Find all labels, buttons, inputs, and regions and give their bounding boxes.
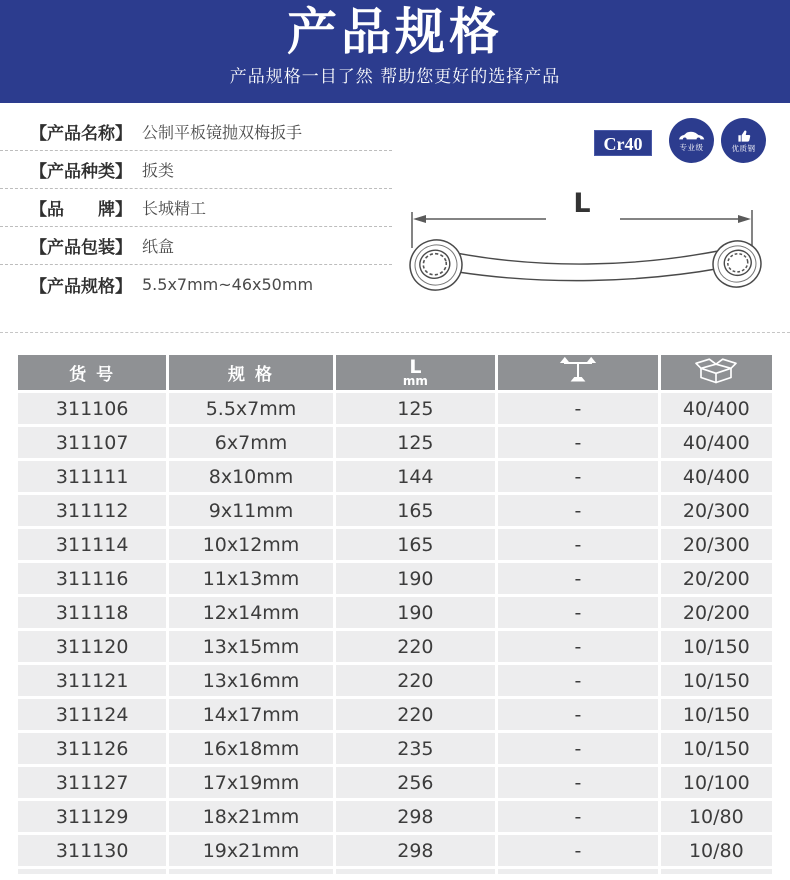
table-cell: 311111 [18, 461, 166, 492]
car-icon [677, 130, 707, 143]
table-cell: - [498, 835, 658, 866]
table-row [18, 461, 772, 492]
table-row [18, 801, 772, 832]
page-title: 产品规格 [287, 3, 503, 61]
thumbs-up-icon [736, 128, 752, 144]
badges [594, 118, 766, 163]
table-cell: 10/80 [661, 835, 772, 866]
info-row-product-name [0, 113, 392, 151]
table-cell: - [498, 665, 658, 696]
table-cell: 311118 [18, 597, 166, 628]
table-cell: - [498, 529, 658, 560]
info-row-brand [0, 189, 392, 227]
table-cell: 12x14mm [169, 597, 332, 628]
info-value: 纸盒 [142, 237, 175, 256]
table-cell: 311127 [18, 767, 166, 798]
table-cell: 8x10mm [169, 461, 332, 492]
badge-caption: 专业级 [679, 142, 704, 152]
table-cell: - [498, 495, 658, 526]
length-unit-top: L [409, 355, 422, 378]
col-header-weight [498, 355, 658, 390]
table-cell: 125 [336, 427, 496, 458]
scale-icon [558, 356, 598, 384]
dimension-label: L [573, 188, 591, 219]
info-value: 5.5x7mm~46x50mm [142, 274, 314, 294]
table-cell: 20/300 [661, 495, 772, 526]
premium-steel-badge [721, 118, 766, 163]
table-cell: 298 [336, 835, 496, 866]
table-row [18, 495, 772, 526]
table-cell: 311129 [18, 801, 166, 832]
info-label: 【产品种类】 [30, 162, 132, 182]
table-cell: 220 [336, 665, 496, 696]
table-cell: 125 [336, 393, 496, 424]
carton-icon [693, 355, 739, 385]
table-cell: 311116 [18, 563, 166, 594]
info-label: 【产品包装】 [30, 238, 132, 258]
table-cell: 311130 [18, 835, 166, 866]
product-info-section [0, 103, 790, 352]
spec-table-body [18, 393, 772, 874]
page-subtitle: 产品规格一目了然 帮助您更好的选择产品 [229, 67, 561, 87]
separator-line [0, 332, 790, 333]
table-cell: 9x11mm [169, 495, 332, 526]
table-cell [18, 869, 166, 874]
table-header-row [18, 355, 772, 390]
table-cell: 10x12mm [169, 529, 332, 560]
table-row [18, 529, 772, 560]
table-cell: - [498, 801, 658, 832]
table-cell: 19x21mm [169, 835, 332, 866]
table-cell: - [498, 733, 658, 764]
table-cell [169, 869, 332, 874]
professional-grade-badge [669, 118, 714, 163]
info-row-product-type [0, 151, 392, 189]
table-cell: 10/150 [661, 733, 772, 764]
table-cell: - [498, 393, 658, 424]
table-cell: 298 [336, 801, 496, 832]
table-cell: 311121 [18, 665, 166, 696]
table-cell: 311106 [18, 393, 166, 424]
spec-table [15, 352, 775, 877]
table-cell: 220 [336, 631, 496, 662]
info-value: 长城精工 [142, 199, 207, 218]
col-header-packing [661, 355, 772, 390]
table-cell: 40/400 [661, 427, 772, 458]
table-row [18, 767, 772, 798]
table-cell: 190 [336, 597, 496, 628]
info-label: 【产品名称】 [30, 124, 132, 144]
info-value: 公制平板镜抛双梅扳手 [142, 123, 303, 142]
table-cell: 256 [336, 767, 496, 798]
badge-caption: 优质钢 [731, 144, 756, 154]
table-cell: - [498, 699, 658, 730]
table-cell: 11x13mm [169, 563, 332, 594]
wrench-drawing-icon [392, 168, 790, 330]
table-cell: 144 [336, 461, 496, 492]
table-row [18, 393, 772, 424]
table-cell: 220 [336, 699, 496, 730]
product-info-list [0, 113, 392, 303]
table-row [18, 563, 772, 594]
table-row [18, 427, 772, 458]
table-cell: - [498, 631, 658, 662]
col-header-length [336, 355, 496, 390]
table-cell: 311120 [18, 631, 166, 662]
table-cell: 40/400 [661, 393, 772, 424]
table-cell [336, 869, 496, 874]
table-cell: 311112 [18, 495, 166, 526]
partial-next-row [18, 869, 772, 874]
table-row [18, 665, 772, 696]
col-header-item-no: 货 号 [18, 355, 166, 390]
table-cell: 6x7mm [169, 427, 332, 458]
table-cell: 10/80 [661, 801, 772, 832]
table-cell: 40/400 [661, 461, 772, 492]
table-cell: - [498, 597, 658, 628]
table-cell: 5.5x7mm [169, 393, 332, 424]
cr40-badge: Cr40 [594, 130, 652, 156]
banner [0, 0, 790, 103]
table-cell: 311107 [18, 427, 166, 458]
table-cell: 13x16mm [169, 665, 332, 696]
spec-table-section [0, 352, 790, 877]
table-cell: 311124 [18, 699, 166, 730]
info-label: 【品 牌】 [30, 200, 132, 220]
info-value: 扳类 [142, 161, 175, 180]
info-row-spec-range [0, 265, 392, 303]
table-cell [498, 869, 658, 874]
table-cell [661, 869, 772, 874]
table-cell: 17x19mm [169, 767, 332, 798]
table-cell: 10/100 [661, 767, 772, 798]
table-row [18, 699, 772, 730]
table-row [18, 835, 772, 866]
table-row [18, 597, 772, 628]
table-cell: 235 [336, 733, 496, 764]
table-cell: - [498, 563, 658, 594]
table-cell: 10/150 [661, 665, 772, 696]
table-cell: 165 [336, 529, 496, 560]
table-cell: 14x17mm [169, 699, 332, 730]
info-label: 【产品规格】 [30, 276, 132, 297]
table-cell: 311126 [18, 733, 166, 764]
length-unit-bottom: mm [402, 373, 428, 388]
col-header-spec: 规 格 [169, 355, 332, 390]
table-cell: 13x15mm [169, 631, 332, 662]
table-cell: 20/200 [661, 563, 772, 594]
table-cell: 10/150 [661, 631, 772, 662]
table-row [18, 733, 772, 764]
table-cell: 165 [336, 495, 496, 526]
table-cell: 311114 [18, 529, 166, 560]
table-cell: 16x18mm [169, 733, 332, 764]
wrench-diagram [392, 168, 790, 330]
table-cell: - [498, 461, 658, 492]
table-cell: 20/200 [661, 597, 772, 628]
table-cell: 20/300 [661, 529, 772, 560]
table-cell: - [498, 767, 658, 798]
table-cell: 18x21mm [169, 801, 332, 832]
table-cell: 190 [336, 563, 496, 594]
table-cell: - [498, 427, 658, 458]
table-row [18, 631, 772, 662]
info-row-packaging [0, 227, 392, 265]
table-cell: 10/150 [661, 699, 772, 730]
